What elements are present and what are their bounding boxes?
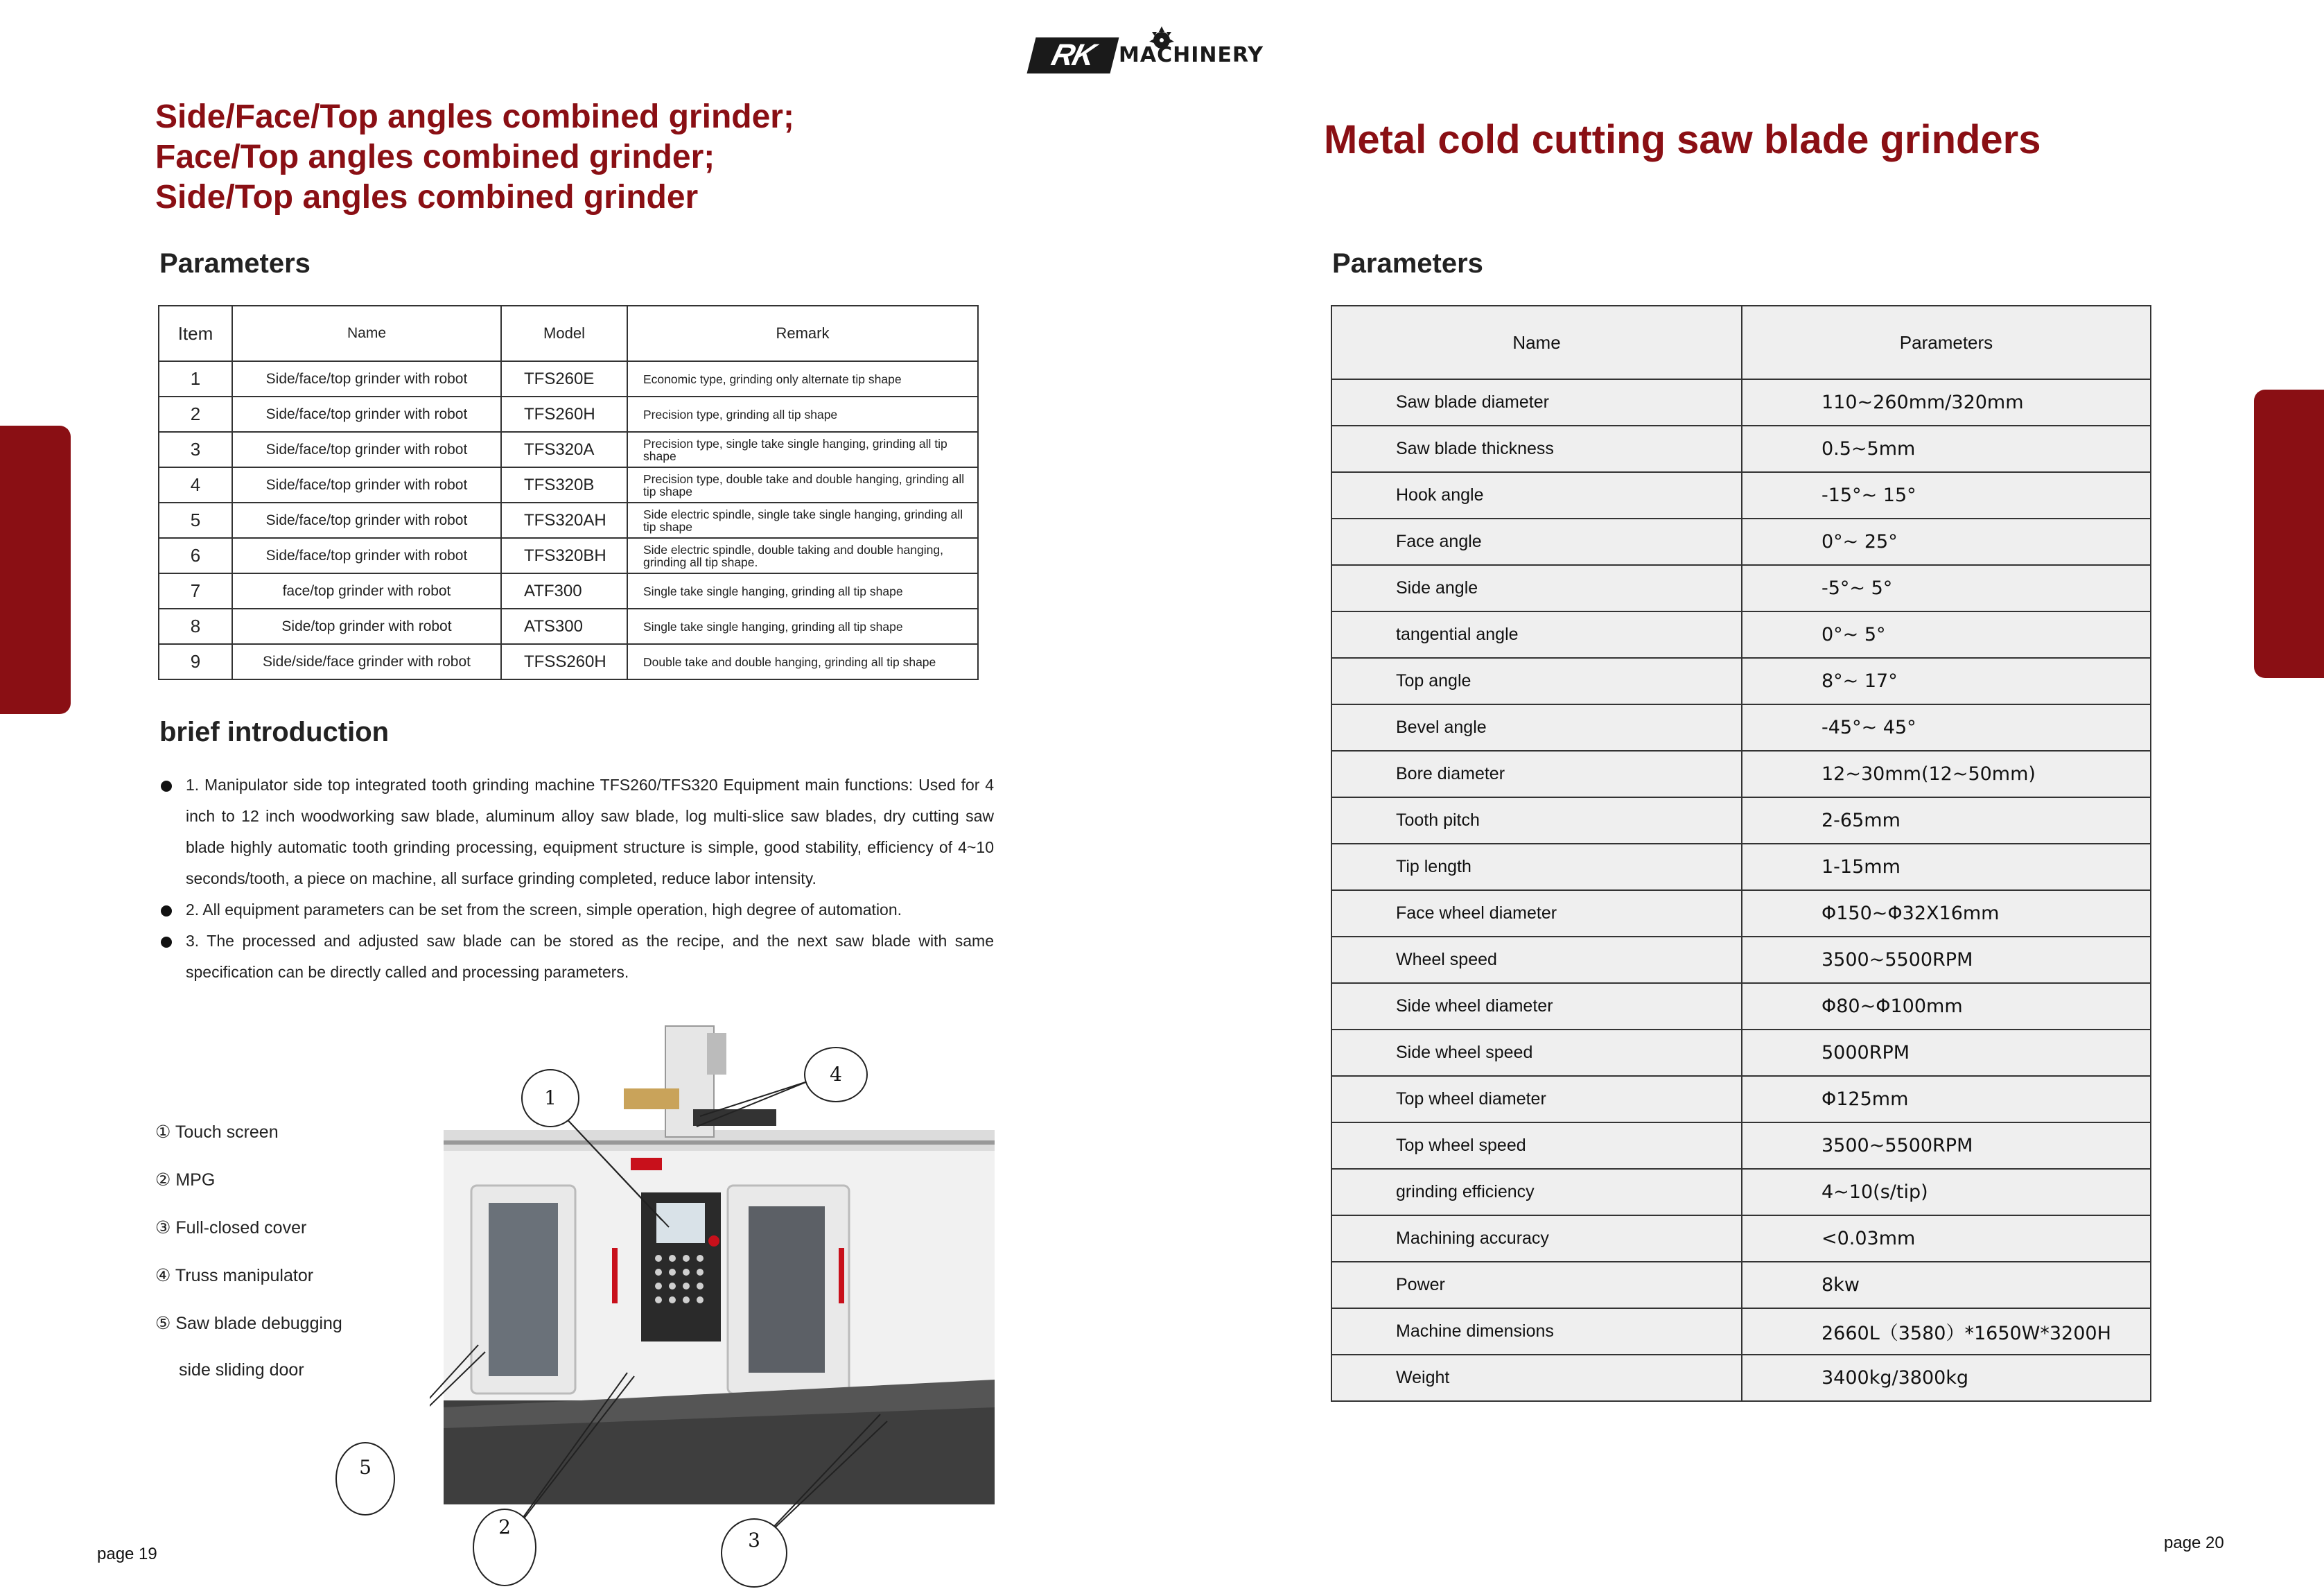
cell-remark: Side electric spindle, double taking and double hanging, grinding all tip shape. bbox=[627, 538, 978, 573]
cell-name: Bevel angle bbox=[1331, 704, 1742, 751]
table-row bbox=[1331, 1169, 2151, 1215]
cell-value: 3500~5500RPM bbox=[1742, 937, 2151, 983]
cell-name: Power bbox=[1331, 1262, 1742, 1308]
cell-model: TFS320A bbox=[501, 432, 627, 467]
table-row bbox=[1331, 1355, 2151, 1401]
logo-rk: RK bbox=[1027, 37, 1119, 73]
cell-value: 0°~ 5° bbox=[1742, 611, 2151, 658]
table-row bbox=[1331, 983, 2151, 1030]
cell-item: 1 bbox=[159, 361, 232, 397]
cell-value: 4~10(s/tip) bbox=[1742, 1169, 2151, 1215]
cell-name: Side/face/top grinder with robot bbox=[232, 538, 501, 573]
cell-model: ATF300 bbox=[501, 573, 627, 609]
right-params-heading: Parameters bbox=[1332, 248, 1483, 279]
side-tab-right bbox=[2254, 390, 2324, 678]
left-title-line: Face/Top angles combined grinder; bbox=[155, 139, 715, 175]
cell-item: 2 bbox=[159, 397, 232, 432]
side-tab-left bbox=[0, 426, 71, 714]
cell-name: Tip length bbox=[1331, 844, 1742, 890]
table-row bbox=[1331, 704, 2151, 751]
cell-name: Face angle bbox=[1331, 519, 1742, 565]
cell-model: TFS320B bbox=[501, 467, 627, 503]
table-row bbox=[1331, 797, 2151, 844]
cell-name: grinding efficiency bbox=[1331, 1169, 1742, 1215]
table-row bbox=[1331, 1262, 2151, 1308]
cell-remark: Precision type, grinding all tip shape bbox=[627, 397, 978, 432]
legend-item: ④ Truss manipulator bbox=[155, 1266, 314, 1285]
left-title bbox=[155, 97, 794, 218]
right-params-table bbox=[1331, 305, 2151, 1402]
intro-heading: brief introduction bbox=[159, 717, 390, 747]
cell-remark: Precision type, single take single hanging, grinding all tip shape bbox=[627, 432, 978, 467]
cell-value: 8kw bbox=[1742, 1262, 2151, 1308]
callout-1: 1 bbox=[521, 1069, 579, 1127]
table-row bbox=[1331, 565, 2151, 611]
brand-logo bbox=[1031, 25, 1264, 75]
cell-value: 12~30mm(12~50mm) bbox=[1742, 751, 2151, 797]
table-row bbox=[159, 644, 978, 679]
table-row bbox=[1331, 519, 2151, 565]
cell-name: Side angle bbox=[1331, 565, 1742, 611]
intro-bullet: 2. All equipment parameters can be set from the screen, simple operation, high degree of automation. bbox=[159, 894, 994, 926]
cell-value: -15°~ 15° bbox=[1742, 472, 2151, 519]
cell-name: Side/face/top grinder with robot bbox=[232, 503, 501, 538]
col-header-name: Name bbox=[1331, 306, 1742, 379]
cell-value: 0°~ 25° bbox=[1742, 519, 2151, 565]
callout-4: 4 bbox=[804, 1047, 868, 1102]
cell-name: face/top grinder with robot bbox=[232, 573, 501, 609]
cell-value: Φ80~Φ100mm bbox=[1742, 983, 2151, 1030]
cell-value: <0.03mm bbox=[1742, 1215, 2151, 1262]
cell-value: 5000RPM bbox=[1742, 1030, 2151, 1076]
logo-text: MACHINERY bbox=[1119, 43, 1264, 67]
cell-name: Weight bbox=[1331, 1355, 1742, 1401]
machine-illustration bbox=[430, 1019, 998, 1588]
cell-remark: Precision type, double take and double hanging, grinding all tip shape bbox=[627, 467, 978, 503]
cell-name: Side/face/top grinder with robot bbox=[232, 361, 501, 397]
cell-name: Face wheel diameter bbox=[1331, 890, 1742, 937]
table-header-row bbox=[1331, 306, 2151, 379]
intro-bullet: 3. The processed and adjusted saw blade can be stored as the recipe, and the next saw blade with same specification can be directly called and processing parameters. bbox=[159, 926, 994, 988]
left-title-line: Side/Face/Top angles combined grinder; bbox=[155, 98, 794, 135]
cell-remark: Single take single hanging, grinding all tip shape bbox=[627, 573, 978, 609]
left-params-table bbox=[158, 305, 979, 680]
legend-item: ⑤ Saw blade debugging bbox=[155, 1314, 342, 1333]
table-row bbox=[1331, 937, 2151, 983]
cell-name: Side wheel speed bbox=[1331, 1030, 1742, 1076]
cell-model: TFS260H bbox=[501, 397, 627, 432]
cell-name: Top angle bbox=[1331, 658, 1742, 704]
table-row bbox=[159, 503, 978, 538]
col-header-name: Name bbox=[232, 306, 501, 361]
col-header-parameters: Parameters bbox=[1742, 306, 2151, 379]
table-row bbox=[1331, 1122, 2151, 1169]
cell-name: Side wheel diameter bbox=[1331, 983, 1742, 1030]
cell-value: 0.5~5mm bbox=[1742, 426, 2151, 472]
cell-name: Top wheel diameter bbox=[1331, 1076, 1742, 1122]
cell-name: Top wheel speed bbox=[1331, 1122, 1742, 1169]
cell-value: 8°~ 17° bbox=[1742, 658, 2151, 704]
cell-value: 110~260mm/320mm bbox=[1742, 379, 2151, 426]
cell-item: 8 bbox=[159, 609, 232, 644]
table-row bbox=[159, 609, 978, 644]
table-row bbox=[1331, 611, 2151, 658]
cell-value: 2660L（3580）*1650W*3200H bbox=[1742, 1308, 2151, 1355]
cell-value: 3500~5500RPM bbox=[1742, 1122, 2151, 1169]
cell-model: ATS300 bbox=[501, 609, 627, 644]
cell-value: 2-65mm bbox=[1742, 797, 2151, 844]
cell-model: TFS260E bbox=[501, 361, 627, 397]
cell-name: Machining accuracy bbox=[1331, 1215, 1742, 1262]
legend-item: ② MPG bbox=[155, 1170, 216, 1190]
legend-item: ① Touch screen bbox=[155, 1122, 279, 1142]
cell-value: 1-15mm bbox=[1742, 844, 2151, 890]
cell-model: TFS320BH bbox=[501, 538, 627, 573]
left-title-line: Side/Top angles combined grinder bbox=[155, 179, 699, 216]
table-row bbox=[1331, 379, 2151, 426]
table-row bbox=[159, 538, 978, 573]
table-row bbox=[1331, 472, 2151, 519]
table-row bbox=[159, 397, 978, 432]
cell-remark: Side electric spindle, single take single hanging, grinding all tip shape bbox=[627, 503, 978, 538]
cell-value: -5°~ 5° bbox=[1742, 565, 2151, 611]
cell-item: 3 bbox=[159, 432, 232, 467]
cell-item: 6 bbox=[159, 538, 232, 573]
cell-name: Side/face/top grinder with robot bbox=[232, 397, 501, 432]
cell-name: Machine dimensions bbox=[1331, 1308, 1742, 1355]
cell-name: tangential angle bbox=[1331, 611, 1742, 658]
intro-bullet: 1. Manipulator side top integrated tooth grinding machine TFS260/TFS320 Equipment main functions: Used for 4 inch to 12 inch woodworking saw blade, aluminum alloy saw blade, log multi-slice saw blades, dry cutting saw blade highly automatic tooth grinding processing, equipment structure is simple, good stability, efficiency of 4~10 seconds/tooth, a piece on machine, all surface grinding completed, reduce labor intensity. bbox=[159, 770, 994, 894]
table-row bbox=[1331, 844, 2151, 890]
cell-model: TFSS260H bbox=[501, 644, 627, 679]
table-row bbox=[159, 573, 978, 609]
cell-remark: Single take single hanging, grinding all tip shape bbox=[627, 609, 978, 644]
cell-item: 7 bbox=[159, 573, 232, 609]
cell-name: Side/face/top grinder with robot bbox=[232, 467, 501, 503]
table-row bbox=[1331, 751, 2151, 797]
cell-item: 5 bbox=[159, 503, 232, 538]
cell-value: 3400kg/3800kg bbox=[1742, 1355, 2151, 1401]
cell-name: Hook angle bbox=[1331, 472, 1742, 519]
right-title: Metal cold cutting saw blade grinders bbox=[1324, 117, 2041, 162]
table-row bbox=[1331, 1308, 2151, 1355]
cell-name: Wheel speed bbox=[1331, 937, 1742, 983]
table-row bbox=[159, 467, 978, 503]
table-row bbox=[1331, 1076, 2151, 1122]
page-number-right: page 20 bbox=[2164, 1534, 2224, 1552]
col-header-item: Item bbox=[159, 306, 232, 361]
cell-item: 4 bbox=[159, 467, 232, 503]
cell-name: Side/side/face grinder with robot bbox=[232, 644, 501, 679]
cell-name: Side/face/top grinder with robot bbox=[232, 432, 501, 467]
cell-remark: Double take and double hanging, grinding all tip shape bbox=[627, 644, 978, 679]
table-row bbox=[1331, 658, 2151, 704]
cell-name: Saw blade thickness bbox=[1331, 426, 1742, 472]
cell-name: Saw blade diameter bbox=[1331, 379, 1742, 426]
cell-value: -45°~ 45° bbox=[1742, 704, 2151, 751]
cell-name: Tooth pitch bbox=[1331, 797, 1742, 844]
callout-3: 3 bbox=[721, 1518, 787, 1588]
intro-list bbox=[159, 770, 994, 988]
left-params-heading: Parameters bbox=[159, 248, 311, 279]
legend-item: ③ Full-closed cover bbox=[155, 1218, 307, 1238]
page-number-left: page 19 bbox=[97, 1545, 157, 1563]
table-header-row bbox=[159, 306, 978, 361]
cell-value: Φ125mm bbox=[1742, 1076, 2151, 1122]
callout-2: 2 bbox=[473, 1509, 536, 1586]
cell-model: TFS320AH bbox=[501, 503, 627, 538]
table-row bbox=[1331, 1030, 2151, 1076]
cell-value: Φ150~Φ32X16mm bbox=[1742, 890, 2151, 937]
cell-name: Bore diameter bbox=[1331, 751, 1742, 797]
cell-item: 9 bbox=[159, 644, 232, 679]
table-row bbox=[1331, 426, 2151, 472]
table-row bbox=[159, 432, 978, 467]
cell-remark: Economic type, grinding only alternate tip shape bbox=[627, 361, 978, 397]
col-header-remark: Remark bbox=[627, 306, 978, 361]
callout-5: 5 bbox=[335, 1442, 395, 1516]
table-row bbox=[1331, 890, 2151, 937]
legend-item: side sliding door bbox=[179, 1360, 304, 1380]
cell-name: Side/top grinder with robot bbox=[232, 609, 501, 644]
table-row bbox=[1331, 1215, 2151, 1262]
col-header-model: Model bbox=[501, 306, 627, 361]
table-row bbox=[159, 361, 978, 397]
